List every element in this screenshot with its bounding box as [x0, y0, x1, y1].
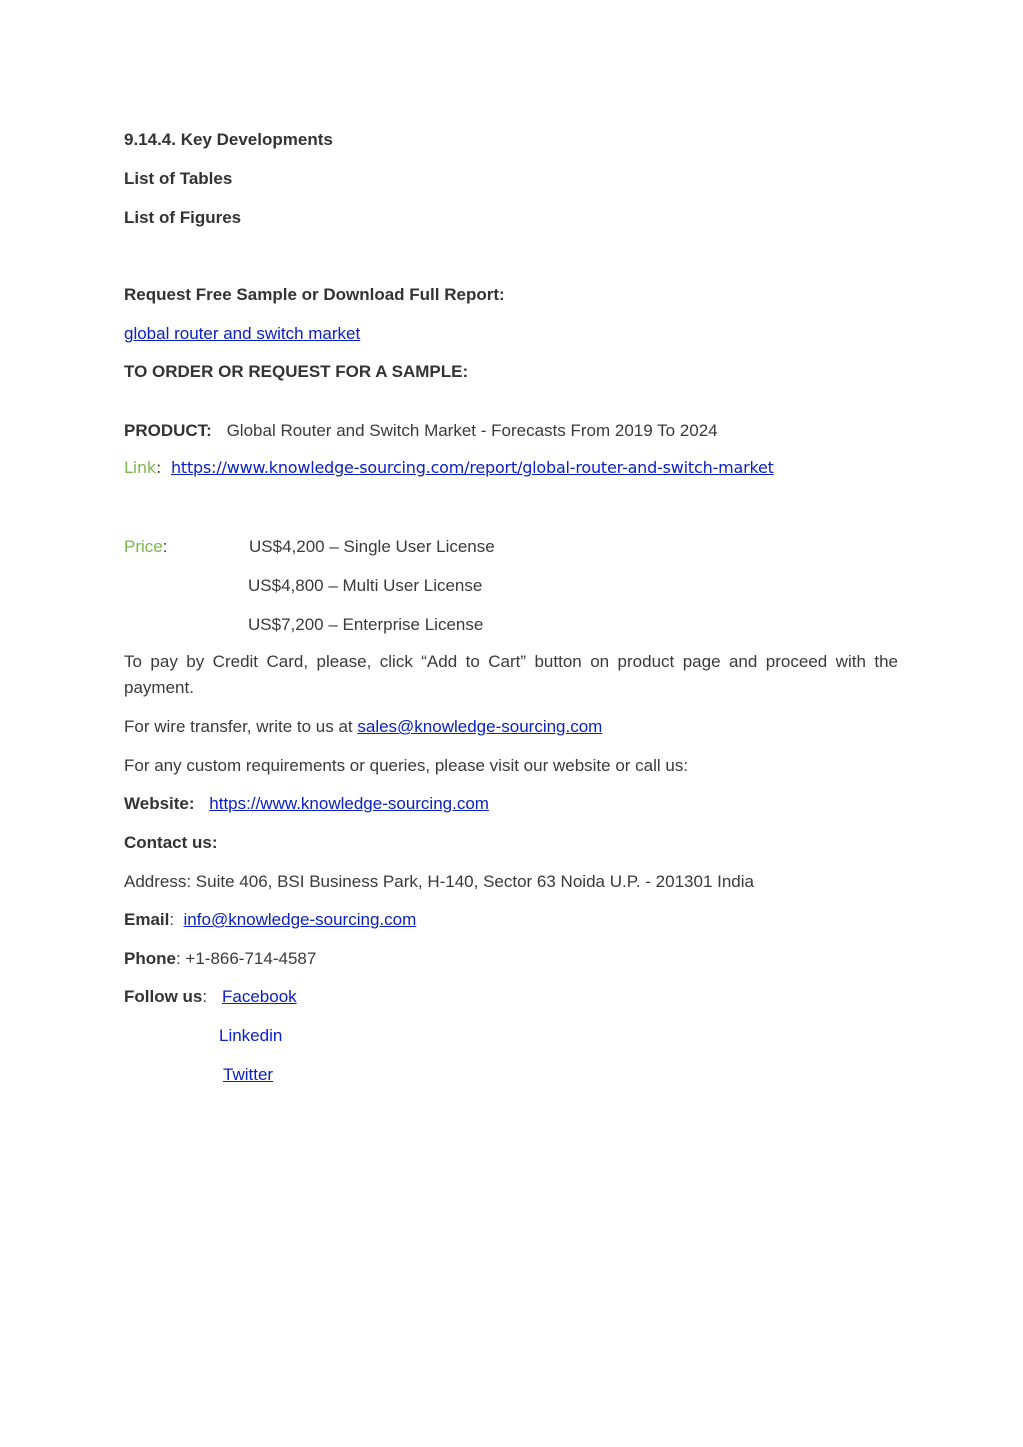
website-label: Website:	[124, 794, 195, 813]
contact-heading: Contact us:	[124, 833, 218, 852]
product-label: PRODUCT:	[124, 421, 212, 440]
phone-number: : +1-866-714-4587	[175, 949, 317, 968]
twitter-link[interactable]: Twitter	[223, 1065, 274, 1084]
request-heading: Request Free Sample or Download Full Report:	[124, 285, 505, 304]
wire-transfer-row	[124, 717, 602, 737]
email-label: Email	[124, 910, 170, 929]
link-row: Link: https://www.knowledge-sourcing.com/report/global-router-and-switch-market	[124, 458, 774, 477]
sales-email-link[interactable]: sales@knowledge-sourcing.com	[357, 717, 603, 736]
report-link-row	[124, 324, 360, 344]
credit-card-text: To pay by Credit Card, please, click “Add to Cart” button on product page and proceed with the payment.	[124, 652, 898, 697]
toc-list-of-tables: List of Tables	[124, 169, 233, 188]
info-email-link[interactable]: info@knowledge-sourcing.com	[183, 910, 417, 929]
toc-key-developments: 9.14.4. Key Developments	[124, 130, 333, 149]
price-option-single: US$4,200 – Single User License	[249, 537, 495, 556]
price-option-enterprise: US$7,200 – Enterprise License	[248, 615, 484, 634]
wire-transfer-text: For wire transfer, write to us at	[124, 717, 358, 736]
address-text: Address: Suite 406, BSI Business Park, H-140, Sector 63 Noida U.P. - 201301 India	[124, 872, 754, 891]
follow-row: Follow us:	[124, 987, 222, 1006]
phone-label: Phone	[124, 949, 176, 968]
custom-requirements-text: For any custom requirements or queries, please visit our website or call us:	[124, 756, 689, 775]
facebook-link[interactable]: Facebook	[222, 987, 297, 1006]
phone-row	[124, 949, 316, 969]
follow-label: Follow us	[124, 987, 203, 1006]
price-option-multi: US$4,800 – Multi User License	[248, 576, 483, 595]
price-row: Price:	[124, 537, 168, 556]
toc-list-of-figures: List of Figures	[124, 208, 242, 227]
linkedin-link[interactable]: Linkedin	[219, 1026, 283, 1045]
product-row	[124, 421, 718, 441]
product-url-link[interactable]: https://www.knowledge-sourcing.com/report/global-router-and-switch-market	[170, 458, 774, 477]
link-label: Link	[124, 458, 156, 477]
product-name: Global Router and Switch Market - Forecasts From 2019 To 2024	[226, 421, 718, 440]
website-link[interactable]: https://www.knowledge-sourcing.com	[209, 794, 489, 813]
price-label: Price	[124, 537, 163, 556]
website-row	[124, 794, 489, 814]
order-heading: TO ORDER OR REQUEST FOR A SAMPLE:	[124, 362, 469, 381]
report-link[interactable]: global router and switch market	[124, 324, 361, 343]
email-row: Email: info@knowledge-sourcing.com	[124, 910, 417, 929]
